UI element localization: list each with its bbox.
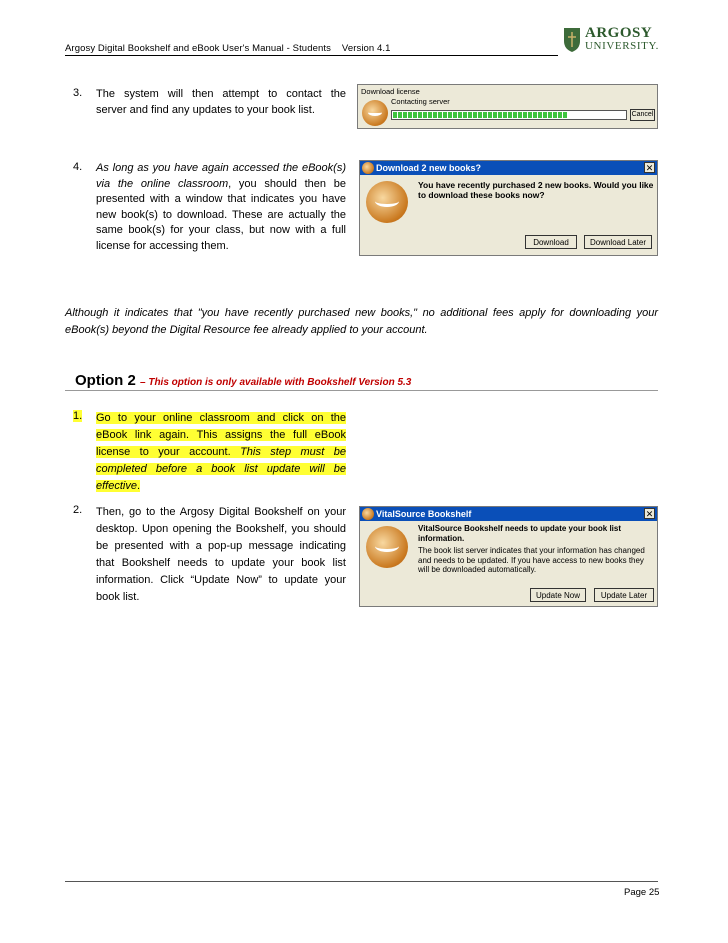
step3-line2: server and find any updates to your book list. — [96, 103, 315, 116]
step-number: 1. — [73, 410, 83, 422]
progress-fill — [393, 112, 568, 118]
update-now-button[interactable]: Update Now — [530, 588, 586, 602]
o2step1-italic: This step must be completed before a book list update will be effective — [96, 446, 346, 492]
close-icon[interactable]: ✕ — [645, 163, 654, 173]
vitalsource-icon — [366, 526, 408, 568]
o2step1-text — [96, 410, 346, 495]
dialog-message: You have recently purchased 2 new books. Would you like to download these books now? — [418, 180, 654, 200]
update-later-button[interactable]: Update Later — [594, 588, 654, 602]
vitalsource-small-icon — [362, 508, 374, 520]
logo-word-university: UNIVERSITY. — [585, 40, 659, 52]
download-later-button[interactable]: Download Later — [584, 235, 652, 249]
option2-heading — [75, 372, 411, 389]
step3-text — [96, 87, 346, 118]
dialog-message: The book list server indicates that your information has changed and needs to be updated. If you have access to new books they will be downloaded automatically. — [418, 546, 645, 574]
step-number: 4. — [73, 161, 83, 173]
download-books-dialog — [359, 160, 658, 256]
dialog-titlebar — [360, 161, 657, 175]
vitalsource-small-icon — [362, 162, 374, 174]
dialog-headline: VitalSource Bookshelf needs to update your book list information. — [418, 524, 621, 543]
download-button[interactable]: Download — [525, 235, 577, 249]
header-title: Argosy Digital Bookshelf and eBook User's Manual - Students — [65, 43, 331, 54]
logo-word-argosy: ARGOSY — [585, 25, 653, 41]
step-number: 2. — [73, 504, 83, 516]
step4-italic: As long as you have again accessed the eBook(s) via the online classroom — [96, 162, 346, 190]
running-header — [65, 43, 391, 54]
option2-title: Option 2 — [75, 372, 136, 389]
vitalsource-icon — [362, 100, 388, 126]
close-icon[interactable]: ✕ — [645, 509, 654, 519]
header-rule — [65, 55, 558, 56]
argosy-logo — [563, 25, 663, 55]
page-number: Page 25 — [624, 887, 660, 898]
fee-note: Although it indicates that "you have recently purchased new books," no additional fees apply for downloading your eBook(s) beyond the Digital Resource fee already applied to your account. — [65, 307, 658, 336]
step4-text — [96, 161, 346, 254]
footer-rule — [65, 881, 658, 882]
step-number: 3. — [73, 87, 83, 99]
o2step1-end: . — [136, 480, 141, 492]
o2step2-text: Then, go to the Argosy Digital Bookshelf on your desktop. Upon opening the Bookshelf, you should be presented with a pop-up message indicating that Bookshelf needs to update your book list information. Click “Update Now” to update your book list. — [96, 506, 346, 603]
dialog-title: Download 2 new books? — [376, 163, 482, 173]
dialog-titlebar — [360, 507, 657, 521]
option2-rule — [65, 390, 658, 391]
header-version: Version 4.1 — [341, 43, 391, 54]
dialog-status: Contacting server — [391, 97, 450, 106]
progress-bar — [391, 110, 627, 120]
shield-icon — [563, 27, 581, 53]
vitalsource-update-dialog — [359, 506, 658, 607]
dialog-title: VitalSource Bookshelf — [376, 509, 472, 519]
step3-line1: The system will then attempt to contact the — [96, 88, 346, 100]
step4-rest: , you should then be presented with a window that indicates you have new book(s) to download. These are actually the same book(s) for your class, but now with a full license for accessing them. — [96, 177, 346, 252]
o2step1-main: Go to your online classroom and click on the eBook link again. This assigns the full eBook license to your account. — [96, 412, 346, 458]
dialog-title: Download license — [361, 87, 420, 96]
download-license-dialog — [357, 84, 658, 129]
vitalsource-icon — [366, 181, 408, 223]
cancel-button[interactable]: Cancel — [630, 109, 655, 121]
option2-subtitle: – This option is only available with Bookshelf Version 5.3 — [140, 377, 412, 388]
